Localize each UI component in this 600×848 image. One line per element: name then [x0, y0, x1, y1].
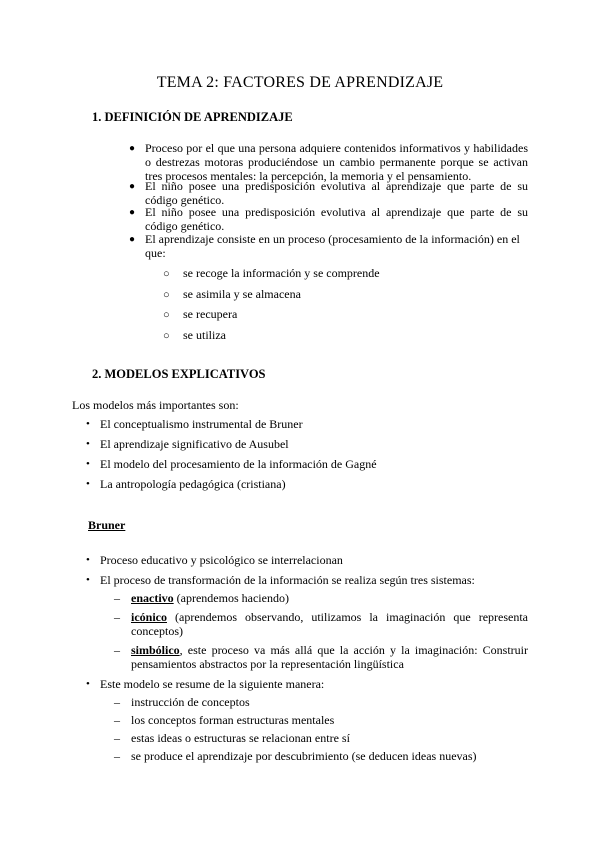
- definition-bullet-3: El niño posee una predisposición evolutiva al aprendizaje que parte de su código genético.: [145, 205, 528, 233]
- system-term: enactivo: [131, 591, 174, 605]
- process-step-3: se recupera: [183, 307, 238, 321]
- circle-bullet-icon: ○: [163, 330, 170, 342]
- process-step-2: se asimila y se almacena: [183, 287, 301, 301]
- bullet-dot-icon: ●: [129, 181, 136, 192]
- system-term: icónico: [131, 610, 167, 624]
- system-desc: (aprendemos haciendo): [173, 591, 289, 605]
- system-enactivo: [131, 591, 528, 605]
- system-term: simbólico: [131, 643, 180, 657]
- section-2-heading: 2. MODELOS EXPLICATIVOS: [92, 367, 266, 381]
- summary-item-2: los conceptos forman estructuras mentales: [131, 713, 335, 727]
- dash-bullet-icon: –: [114, 695, 120, 709]
- process-step-4: se utiliza: [183, 328, 226, 342]
- bullet-dot-icon: ●: [129, 143, 136, 154]
- bullet-icon: •: [86, 418, 90, 430]
- circle-bullet-icon: ○: [163, 309, 170, 321]
- circle-bullet-icon: ○: [163, 268, 170, 280]
- bullet-dot-icon: ●: [129, 207, 136, 218]
- models-intro: Los modelos más importantes son:: [72, 398, 239, 412]
- bullet-icon: •: [86, 554, 90, 566]
- bullet-icon: •: [86, 478, 90, 490]
- bruner-point-1: Proceso educativo y psicológico se interrelacionan: [100, 553, 343, 567]
- bullet-icon: •: [86, 678, 90, 690]
- dash-bullet-icon: –: [114, 610, 120, 624]
- system-simbolico: [131, 643, 528, 671]
- section-1-heading: 1. DEFINICIÓN DE APRENDIZAJE: [92, 110, 293, 124]
- system-iconico: [131, 610, 528, 638]
- bruner-heading: Bruner: [88, 518, 126, 532]
- summary-item-1: instrucción de conceptos: [131, 695, 250, 709]
- model-item-1: El conceptualismo instrumental de Bruner: [100, 417, 303, 431]
- bruner-point-2: El proceso de transformación de la información se realiza según tres sistemas:: [100, 573, 475, 587]
- dash-bullet-icon: –: [114, 591, 120, 605]
- definition-bullet-2: El niño posee una predisposición evolutiva al aprendizaje que parte de su código genético.: [145, 179, 528, 207]
- dash-bullet-icon: –: [114, 713, 120, 727]
- bullet-icon: •: [86, 438, 90, 450]
- dash-bullet-icon: –: [114, 731, 120, 745]
- dash-bullet-icon: –: [114, 643, 120, 657]
- model-item-4: La antropología pedagógica (cristiana): [100, 477, 286, 491]
- summary-item-3: estas ideas o estructuras se relacionan entre sí: [131, 731, 350, 745]
- summary-item-4: se produce el aprendizaje por descubrimiento (se deducen ideas nuevas): [131, 749, 477, 763]
- process-step-1: se recoge la información y se comprende: [183, 266, 380, 280]
- bullet-icon: •: [86, 574, 90, 586]
- model-item-2: El aprendizaje significativo de Ausubel: [100, 437, 289, 451]
- bruner-point-3: Este modelo se resume de la siguiente manera:: [100, 677, 325, 691]
- page-title: TEMA 2: FACTORES DE APRENDIZAJE: [156, 74, 444, 91]
- bullet-dot-icon: ●: [129, 234, 136, 245]
- model-item-3: El modelo del procesamiento de la información de Gagné: [100, 457, 377, 471]
- dash-bullet-icon: –: [114, 749, 120, 763]
- definition-bullet-4: El aprendizaje consiste en un proceso (procesamiento de la información) en el que:: [145, 232, 520, 260]
- definition-bullet-1: Proceso por el que una persona adquiere contenidos informativos y habilidades o destrezas motoras produciéndose un cambio permanente porque se activan tres procesos mentales: la percepción, la memoria y el pensamiento.: [145, 141, 528, 183]
- system-desc: , este proceso va más allá que la acción y la imaginación: Construir pensamientos abstractos por la representación lingüística: [131, 643, 528, 671]
- system-desc: (aprendemos observando, utilizamos la imaginación que representa conceptos): [131, 610, 528, 638]
- bullet-icon: •: [86, 458, 90, 470]
- circle-bullet-icon: ○: [163, 289, 170, 301]
